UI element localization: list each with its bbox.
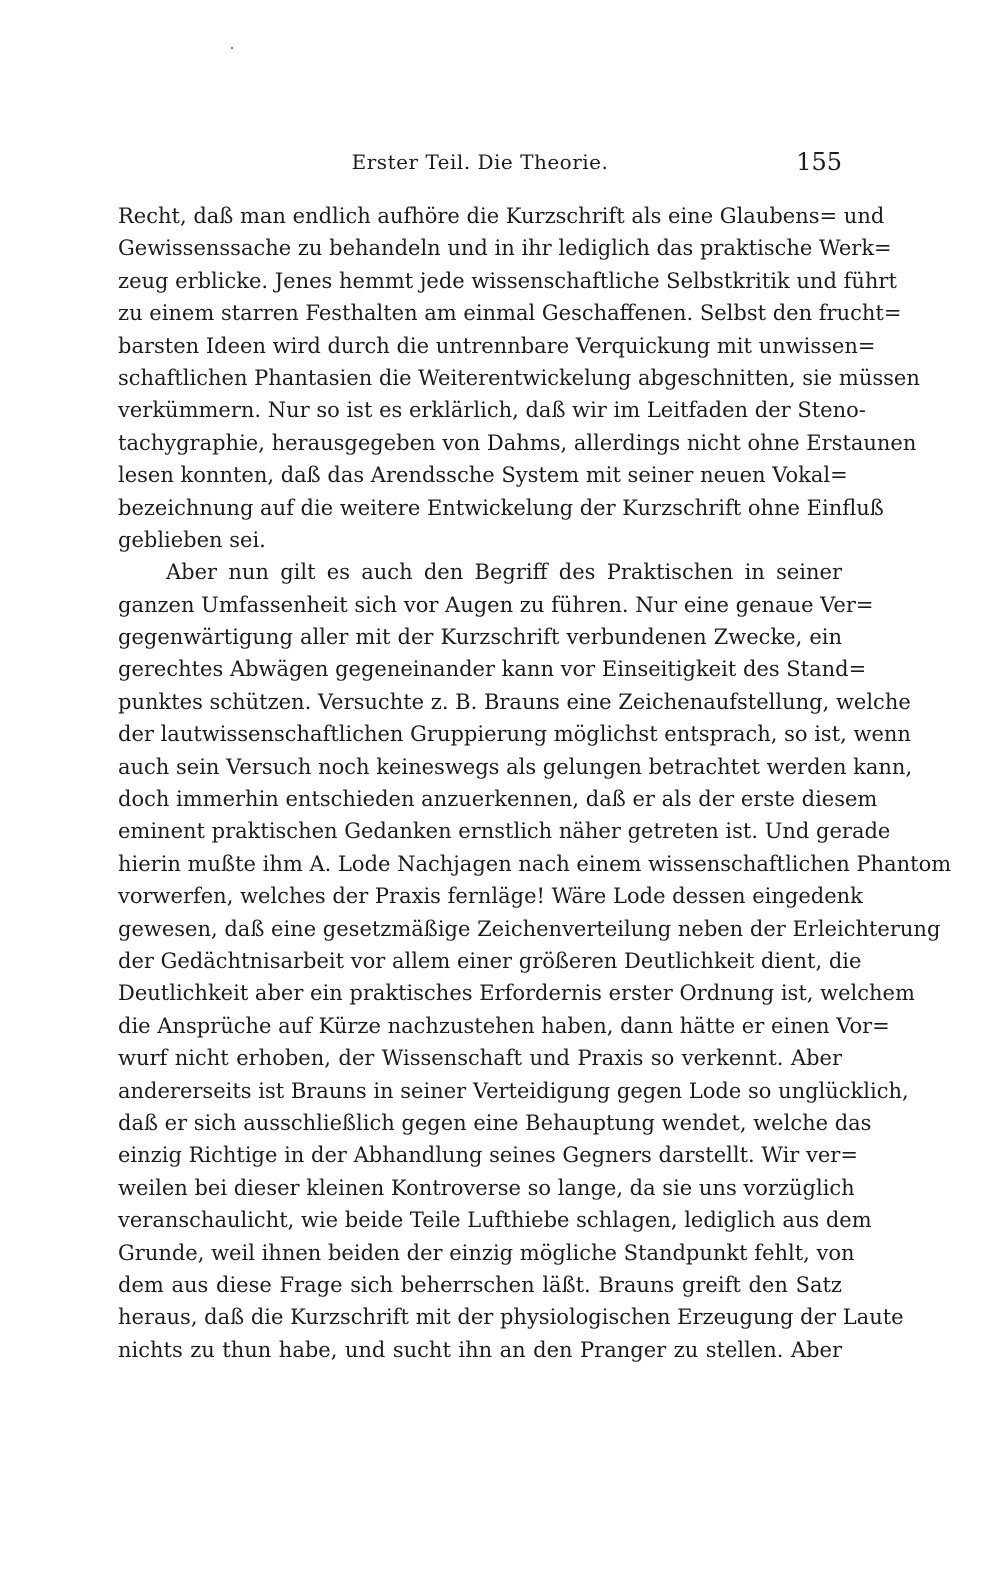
text-line: ganzen Umfassenheit sich vor Augen zu führen. Nur eine genaue Ver= [118, 592, 874, 617]
text-line: Recht, daß man endlich aufhöre die Kurzschrift als eine Glaubens= und [118, 204, 885, 228]
text-line: doch immerhin entschieden anzuerkennen, daß er als der erste diesem [118, 787, 878, 812]
text-line: Grunde, weil ihnen beiden der einzig mögliche Standpunkt fehlt, von [118, 1240, 855, 1265]
text-line: gerechtes Abwägen gegeneinander kann vor Einseitigkeit des Stand= [118, 657, 867, 682]
text-line: gewesen, daß eine gesetzmäßige Zeichenverteilung neben der Erleichterung [118, 916, 941, 941]
text-line: vorwerfen, welches der Praxis fernläge! Wäre Lode dessen eingedenk [118, 884, 863, 909]
text-line: hierin mußte ihm A. Lode Nachjagen nach einem wissenschaftlichen Phantom [118, 851, 952, 876]
text-line: veranschaulicht, wie beide Teile Lufthiebe schlagen, lediglich aus dem [118, 1208, 872, 1233]
page-number: 155 [796, 148, 842, 176]
text-line: andererseits ist Brauns in seiner Verteidigung gegen Lode so unglücklich, [118, 1078, 909, 1103]
paragraph-start-line: Aber nun gilt es auch den Begriff des Praktischen in seiner [166, 560, 842, 585]
text-line: gegenwärtigung aller mit der Kurzschrift verbundenen Zwecke, ein [118, 625, 842, 650]
text-line: tachygraphie, herausgegeben von Dahms, allerdings nicht ohne Erstaunen [118, 430, 917, 455]
text-line: wurf nicht erhoben, der Wissenschaft und Praxis so verkennt. Aber [118, 1046, 842, 1071]
text-line: zeug erblicke. Jenes hemmt jede wissenschaftliche Selbstkritik und führt [118, 268, 897, 293]
text-line: lesen konnten, daß das Arendssche System mit seiner neuen Vokal= [118, 463, 848, 488]
text-line: schaftlichen Phantasien die Weiterentwickelung abgeschnitten, sie müssen [118, 365, 920, 390]
text-line: die Ansprüche auf Kürze nachzustehen haben, dann hätte er einen Vor= [118, 1013, 890, 1038]
text-line: der Gedächtnisarbeit vor allem einer größeren Deutlichkeit dient, die [118, 948, 862, 973]
text-line: zu einem starren Festhalten am einmal Geschaffenen. Selbst den frucht= [118, 301, 902, 326]
page-header [118, 150, 842, 180]
text-line: heraus, daß die Kurzschrift mit der physiologischen Erzeugung der Laute [118, 1305, 904, 1330]
text-line: der lautwissenschaftlichen Gruppierung möglichst entsprach, so ist, wenn [118, 722, 911, 747]
text-line: weilen bei dieser kleinen Kontroverse so lange, da sie uns vorzüglich [118, 1175, 855, 1200]
text-line: bezeichnung auf die weitere Entwickelung der Kurzschrift ohne Einfluß [118, 495, 884, 520]
body-text [118, 200, 952, 1366]
paragraph-end-line: geblieben sei. [118, 527, 266, 552]
text-line: auch sein Versuch noch keineswegs als gelungen betrachtet werden kann, [118, 754, 913, 779]
print-speck [231, 47, 233, 49]
text-line: nichts zu thun habe, und sucht ihn an den Pranger zu stellen. Aber [118, 1337, 842, 1362]
text-line: eminent praktischen Gedanken ernstlich näher getreten ist. Und gerade [118, 819, 891, 844]
text-line: dem aus diese Frage sich beherrschen läßt. Brauns greift den Satz [118, 1272, 842, 1297]
text-line: punktes schützen. Versuchte z. B. Brauns eine Zeichenaufstellung, welche [118, 689, 911, 714]
text-line: daß er sich ausschließlich gegen eine Behauptung wendet, welche das [118, 1110, 872, 1135]
text-line: barsten Ideen wird durch die untrennbare Verquickung mit unwissen= [118, 333, 876, 358]
text-line: Deutlichkeit aber ein praktisches Erfordernis erster Ordnung ist, welchem [118, 981, 915, 1006]
running-head: Erster Teil. Die Theorie. [351, 150, 609, 174]
text-line: verkümmern. Nur so ist es erklärlich, daß wir im Leitfaden der Steno- [118, 398, 866, 423]
text-line: Gewissenssache zu behandeln und in ihr lediglich das praktische Werk= [118, 236, 892, 261]
text-line: einzig Richtige in der Abhandlung seines Gegners darstellt. Wir ver= [118, 1143, 858, 1168]
